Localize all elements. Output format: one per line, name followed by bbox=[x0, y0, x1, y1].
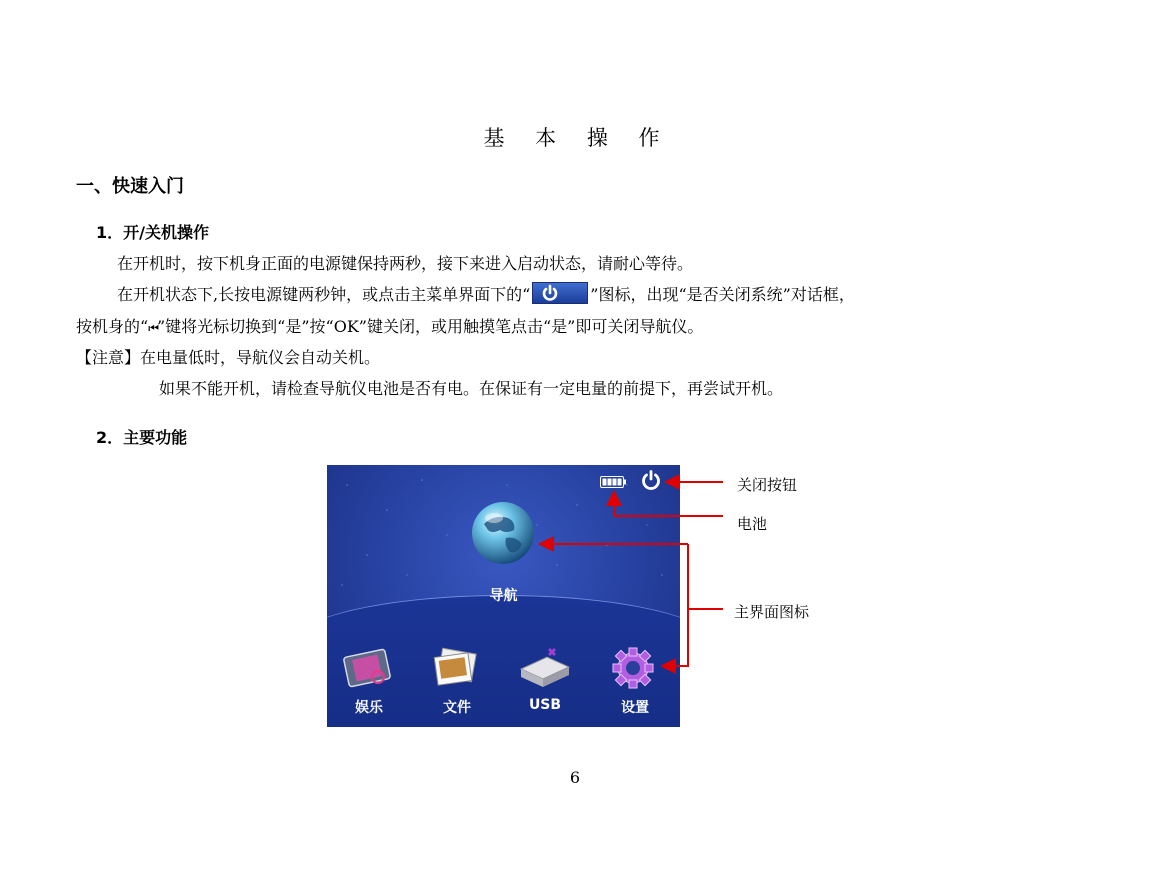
dock-label-entertainment[interactable]: 娱乐 bbox=[355, 700, 383, 716]
dock-label-usb[interactable]: USB bbox=[528, 697, 562, 713]
dock-label-files[interactable]: 文件 bbox=[443, 700, 471, 716]
note-prefix: 【注意】 bbox=[76, 348, 141, 367]
arrow-gear bbox=[662, 544, 688, 666]
note-text-1: 在电量低时，导航仪会自动关机。 bbox=[140, 348, 381, 367]
annotation-main-icons: 主界面图标 bbox=[734, 603, 810, 621]
note-line-2: 如果不能开机，请检查导航仪电池是否有电。在保证有一定电量的前提下，再尝试开机。 bbox=[159, 379, 784, 398]
annotation-battery: 电池 bbox=[737, 515, 768, 533]
paragraph-power-off-text-b: ”图标，出现“是否关闭系统”对话框， bbox=[590, 285, 855, 304]
paragraph-power-off-text-a: 在开机状态下,长按电源键两秒钟，或点击主菜单界面下的“ bbox=[117, 285, 531, 304]
page-title: 基 本 操 作 bbox=[483, 126, 672, 150]
subsection-heading-functions: 2．主要功能 bbox=[96, 428, 188, 447]
previous-key-icon: ⏮ bbox=[148, 321, 157, 335]
paragraph-confirm-text-b: ”键将光标切换到“是”按“OK”键关闭，或用触摸笔点击“是”即可关闭导航仪。 bbox=[157, 317, 704, 336]
subsection-heading-power: 1．开/关机操作 bbox=[96, 223, 209, 242]
paragraph-power-on: 在开机时，按下机身正面的电源键保持两秒，接下来进入启动状态，请耐心等待。 bbox=[117, 254, 694, 273]
arrow-battery bbox=[614, 492, 723, 516]
annotation-close-button: 关闭按钮 bbox=[737, 476, 798, 494]
dock-label-settings[interactable]: 设置 bbox=[621, 700, 649, 716]
page-number: 6 bbox=[569, 768, 581, 787]
paragraph-confirm-text-a: 按机身的“ bbox=[76, 317, 149, 336]
section-heading: 一、快速入门 bbox=[76, 176, 184, 197]
navigation-label[interactable]: 导航 bbox=[489, 588, 518, 604]
